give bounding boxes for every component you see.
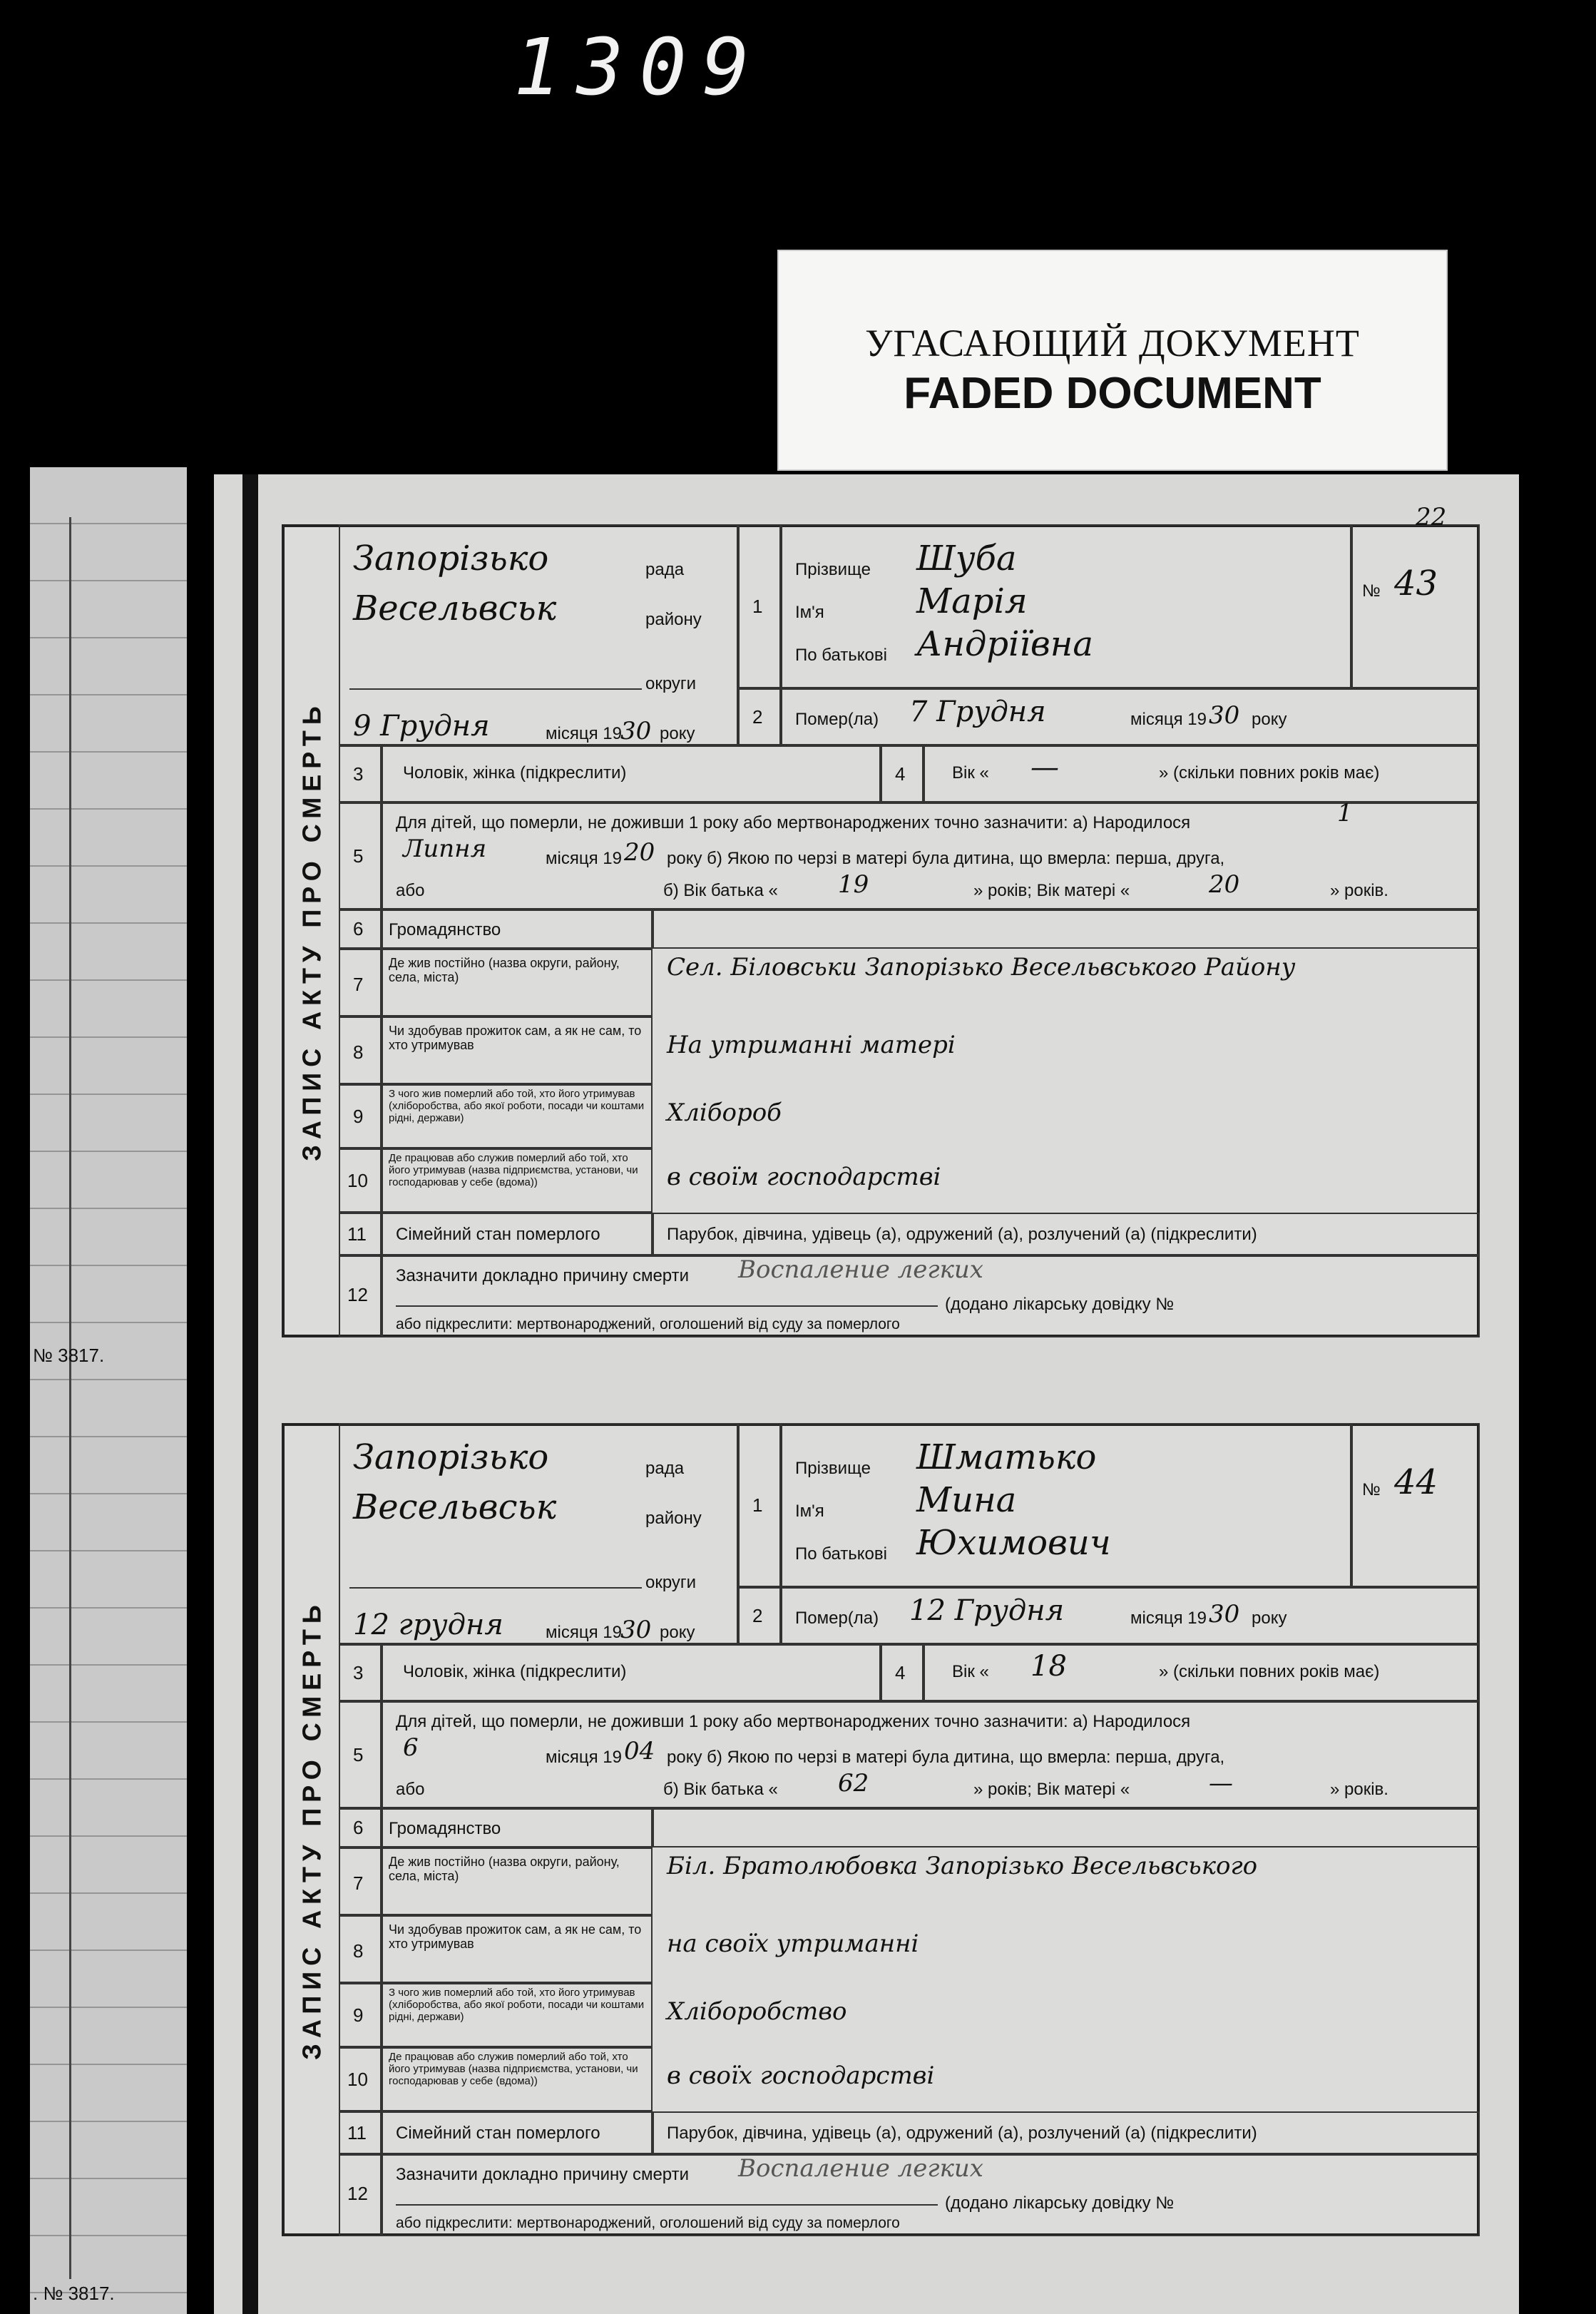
died-label: Помер(ла) bbox=[795, 1609, 879, 1628]
corner-number-handwriting: 22 bbox=[1416, 503, 1447, 531]
born-month-handwriting: Липня bbox=[403, 835, 487, 863]
children-month-label: місяця 19 bbox=[546, 849, 622, 868]
mother-age-handwriting: — bbox=[1209, 1769, 1233, 1798]
faded-label-ru: УГАСАЮЩИЙ ДОКУМЕНТ bbox=[865, 322, 1360, 365]
row-5-number: 5 bbox=[353, 1744, 364, 1765]
years-label: » років. bbox=[1330, 1780, 1388, 1799]
registration-year-handwriting: 30 bbox=[620, 717, 652, 745]
died-label: Помер(ла) bbox=[795, 710, 879, 729]
registration-date-handwriting: 12 грудня bbox=[353, 1609, 503, 1641]
support-handwriting: на своїх утриманні bbox=[667, 1930, 919, 1958]
row-7-number: 7 bbox=[353, 1872, 364, 1894]
rada-label: рада bbox=[645, 1459, 685, 1478]
surname-label: Прізвище bbox=[795, 1459, 871, 1478]
rayon-label: району bbox=[645, 1509, 702, 1528]
row-2-number: 2 bbox=[752, 1605, 763, 1626]
row-11-number: 11 bbox=[347, 1223, 367, 1245]
cause-label: Зазначити докладно причину смерти bbox=[396, 1266, 690, 1285]
record-number-cell bbox=[1351, 1423, 1480, 1587]
binding-spine bbox=[242, 474, 258, 2314]
residence-label: Де жив постійно (назва округи, району, села, міста) bbox=[389, 1855, 620, 1883]
death-record-a bbox=[282, 503, 1480, 1337]
row-4-number: 4 bbox=[895, 1662, 906, 1683]
record-number-sign: № bbox=[1362, 581, 1381, 601]
death-year-label: року bbox=[1252, 710, 1287, 729]
registration-year-label: року bbox=[660, 1623, 695, 1642]
row-12-number: 12 bbox=[347, 1284, 368, 1305]
age-handwriting: — bbox=[1030, 751, 1059, 784]
workplace-handwriting: в своїм господарстві bbox=[667, 1163, 941, 1191]
first-name-label: Ім'я bbox=[795, 603, 824, 622]
born-year-handwriting: 04 bbox=[624, 1737, 655, 1765]
death-date-handwriting: 12 Грудня bbox=[909, 1594, 1065, 1627]
death-month-label: місяця 19 bbox=[1130, 710, 1207, 729]
left-page-form-number-top: № 3817. bbox=[33, 1345, 105, 1366]
death-month-label: місяця 19 bbox=[1130, 1609, 1207, 1628]
first-name-label: Ім'я bbox=[795, 1502, 824, 1521]
row-11-number: 11 bbox=[347, 2122, 367, 2144]
citizenship-label: Громадянство bbox=[389, 1819, 501, 1838]
record-vertical-title: ЗАПИС АКТУ ПРО СМЕРТЬ bbox=[297, 700, 327, 1161]
row-3-number: 3 bbox=[353, 763, 364, 785]
cause-certificate-label: (додано лікарську довідку № bbox=[945, 2193, 1175, 2213]
faded-label-en: FADED DOCUMENT bbox=[904, 369, 1321, 418]
rada-handwriting: Запорізько bbox=[353, 1437, 549, 1477]
row-12-number: 12 bbox=[347, 2183, 368, 2204]
row-6-number: 6 bbox=[353, 1817, 364, 1838]
row-9-number: 9 bbox=[353, 2004, 364, 2026]
marital-label: Сімейний стан померлого bbox=[396, 1225, 600, 1244]
sex-label: Чоловік, жінка (підкреслити) bbox=[403, 1662, 627, 1681]
born-year-handwriting: 20 bbox=[624, 838, 655, 867]
row-3-number: 3 bbox=[353, 1662, 364, 1683]
registration-year-handwriting: 30 bbox=[620, 1616, 652, 1644]
workplace-handwriting: в своїх господарстві bbox=[667, 2061, 935, 2090]
rada-handwriting: Запорізько bbox=[353, 539, 549, 578]
record-number-cell bbox=[1351, 524, 1480, 688]
record-number-handwriting: 43 bbox=[1394, 564, 1438, 603]
support-label: Чи здобував прожиток сам, а як не сам, то хто утримував bbox=[389, 1922, 642, 1951]
death-year-handwriting: 30 bbox=[1209, 701, 1240, 730]
children-or-label: або bbox=[396, 881, 425, 900]
first-name-handwriting: Марія bbox=[916, 581, 1028, 621]
row-1-number: 1 bbox=[752, 1494, 763, 1516]
registration-month-label: місяця 19 bbox=[546, 1623, 622, 1642]
cause-label: Зазначити докладно причину смерти bbox=[396, 2165, 690, 2184]
row-8-number: 8 bbox=[353, 1041, 364, 1063]
mother-age-label: » років; Вік матері « bbox=[973, 881, 1130, 900]
workplace-label: Де працював або служив померлий або той, хто його утримував (назва підприємства, установи, чи господарював у себе (вдома)) bbox=[389, 1152, 638, 1188]
surname-handwriting: Шматько bbox=[916, 1437, 1097, 1477]
rayon-handwriting: Весельвськ bbox=[353, 1487, 557, 1527]
record-vertical-title: ЗАПИС АКТУ ПРО СМЕРТЬ bbox=[297, 1599, 327, 2060]
cause-certificate-label: (додано лікарську довідку № bbox=[945, 1295, 1175, 1314]
okrug-line bbox=[349, 1587, 642, 1589]
age-suffix-label: » (скільки повних років має) bbox=[1159, 1662, 1380, 1681]
age-suffix-label: » (скільки повних років має) bbox=[1159, 763, 1380, 783]
workplace-label: Де працював або служив померлий або той, хто його утримував (назва підприємства, установи, чи господарював у себе (вдома)) bbox=[389, 2051, 638, 2087]
death-record-b bbox=[282, 1423, 1480, 2236]
father-age-label: б) Вік батька « bbox=[663, 881, 778, 900]
registration-month-label: місяця 19 bbox=[546, 724, 622, 743]
patronymic-handwriting: Юхимович bbox=[916, 1523, 1111, 1563]
row-10-number: 10 bbox=[347, 1170, 368, 1191]
citizenship-value-cell bbox=[653, 1808, 1480, 1847]
children-or-label: або bbox=[396, 1780, 425, 1799]
marital-label: Сімейний стан померлого bbox=[396, 2124, 600, 2143]
father-age-label: б) Вік батька « bbox=[663, 1780, 778, 1799]
rayon-handwriting: Весельвськ bbox=[353, 588, 557, 628]
occupation-label: З чого жив померлий або той, хто його утримував (хліборобства, або якої роботи, посади чи коштами рідні, держави) bbox=[389, 1088, 645, 1124]
registration-date-handwriting: 9 Грудня bbox=[353, 710, 490, 743]
support-handwriting: На утриманні матері bbox=[667, 1031, 956, 1059]
left-page-form-number-bottom: . № 3817. bbox=[33, 2283, 115, 2304]
cause-handwriting: Воспаление легких bbox=[738, 2154, 983, 2183]
register-page bbox=[214, 474, 1519, 2314]
citizenship-label: Громадянство bbox=[389, 920, 501, 939]
surname-label: Прізвище bbox=[795, 560, 871, 579]
left-page-lines bbox=[30, 467, 187, 2314]
record-number-handwriting: 44 bbox=[1394, 1462, 1438, 1502]
occupation-handwriting: Хліборобство bbox=[667, 1997, 847, 2026]
row-5-number: 5 bbox=[353, 845, 364, 867]
row-6-number: 6 bbox=[353, 918, 364, 939]
rayon-label: району bbox=[645, 610, 702, 629]
okrug-label: округи bbox=[645, 674, 697, 693]
children-line-1: Для дітей, що померли, не доживши 1 року або мертвонароджених точно зазначити: а) Народилося bbox=[396, 1712, 1191, 1731]
years-label: » років. bbox=[1330, 881, 1388, 900]
death-year-handwriting: 30 bbox=[1209, 1600, 1240, 1629]
okrug-label: округи bbox=[645, 1573, 697, 1592]
faded-document-label bbox=[777, 250, 1448, 471]
cause-line bbox=[396, 1305, 938, 1307]
marital-options: Парубок, дівчина, удівець (а), одружений (а), розлучений (а) (підкреслити) bbox=[667, 1225, 1257, 1244]
cause-stillborn-label: або підкреслити: мертвонароджений, оголошений від суду за померлого bbox=[396, 1316, 900, 1332]
registration-year-label: року bbox=[660, 724, 695, 743]
first-name-handwriting: Мина bbox=[916, 1480, 1017, 1520]
death-date-handwriting: 7 Грудня bbox=[909, 695, 1046, 728]
age-label: Вік « bbox=[952, 1662, 989, 1681]
rada-label: рада bbox=[645, 560, 685, 579]
record-number-sign: № bbox=[1362, 1480, 1381, 1499]
row-4-number: 4 bbox=[895, 763, 906, 785]
mother-age-handwriting: 20 bbox=[1209, 870, 1240, 899]
residence-handwriting: Сел. Біловськи Запорізько Весельвського Району bbox=[667, 953, 1296, 982]
okrug-line bbox=[349, 688, 642, 690]
archive-number: 1309 bbox=[513, 21, 765, 113]
children-month-label: місяця 19 bbox=[546, 1748, 622, 1767]
marital-options: Парубок, дівчина, удівець (а), одружений (а), розлучений (а) (підкреслити) bbox=[667, 2124, 1257, 2143]
age-handwriting: 18 bbox=[1030, 1650, 1067, 1683]
residence-handwriting: Біл. Братолюбовка Запорізько Весельвського bbox=[667, 1852, 1258, 1880]
row-10-number: 10 bbox=[347, 2069, 368, 2090]
patronymic-handwriting: Андріївна bbox=[916, 624, 1093, 664]
age-label: Вік « bbox=[952, 763, 989, 783]
left-page-edge bbox=[30, 467, 187, 2314]
born-day-handwriting: 1 bbox=[1337, 799, 1353, 827]
occupation-label: З чого жив померлий або той, хто його утримував (хліборобства, або якої роботи, посади чи коштами рідні, держави) bbox=[389, 1987, 645, 2023]
children-line-2: року б) Якою по черзі в матері була дитина, що вмерла: перша, друга, bbox=[667, 849, 1225, 868]
row-8-number: 8 bbox=[353, 1940, 364, 1962]
row-9-number: 9 bbox=[353, 1106, 364, 1127]
cause-stillborn-label: або підкреслити: мертвонароджений, оголошений від суду за померлого bbox=[396, 2215, 900, 2231]
cause-handwriting: Воспаление легких bbox=[738, 1255, 983, 1284]
patronymic-label: По батькові bbox=[795, 1544, 887, 1564]
born-month-handwriting: 6 bbox=[403, 1733, 419, 1762]
residence-label: Де жив постійно (назва округи, району, села, міста) bbox=[389, 956, 620, 984]
children-line-1: Для дітей, що померли, не доживши 1 року або мертвонароджених точно зазначити: а) Народилося bbox=[396, 813, 1191, 832]
death-year-label: року bbox=[1252, 1609, 1287, 1628]
citizenship-value-cell bbox=[653, 909, 1480, 949]
sex-label: Чоловік, жінка (підкреслити) bbox=[403, 763, 627, 783]
cause-line bbox=[396, 2204, 938, 2206]
patronymic-label: По батькові bbox=[795, 646, 887, 665]
children-line-2: року б) Якою по черзі в матері була дитина, що вмерла: перша, друга, bbox=[667, 1748, 1225, 1767]
surname-handwriting: Шуба bbox=[916, 539, 1017, 578]
row-1-number: 1 bbox=[752, 596, 763, 617]
support-label: Чи здобував прожиток сам, а як не сам, то хто утримував bbox=[389, 1024, 642, 1052]
father-age-handwriting: 62 bbox=[838, 1769, 869, 1798]
row-7-number: 7 bbox=[353, 974, 364, 995]
row-2-number: 2 bbox=[752, 706, 763, 728]
mother-age-label: » років; Вік матері « bbox=[973, 1780, 1130, 1799]
left-page-margin-line bbox=[69, 517, 71, 2279]
occupation-handwriting: Хлібороб bbox=[667, 1099, 782, 1127]
father-age-handwriting: 19 bbox=[838, 870, 869, 899]
